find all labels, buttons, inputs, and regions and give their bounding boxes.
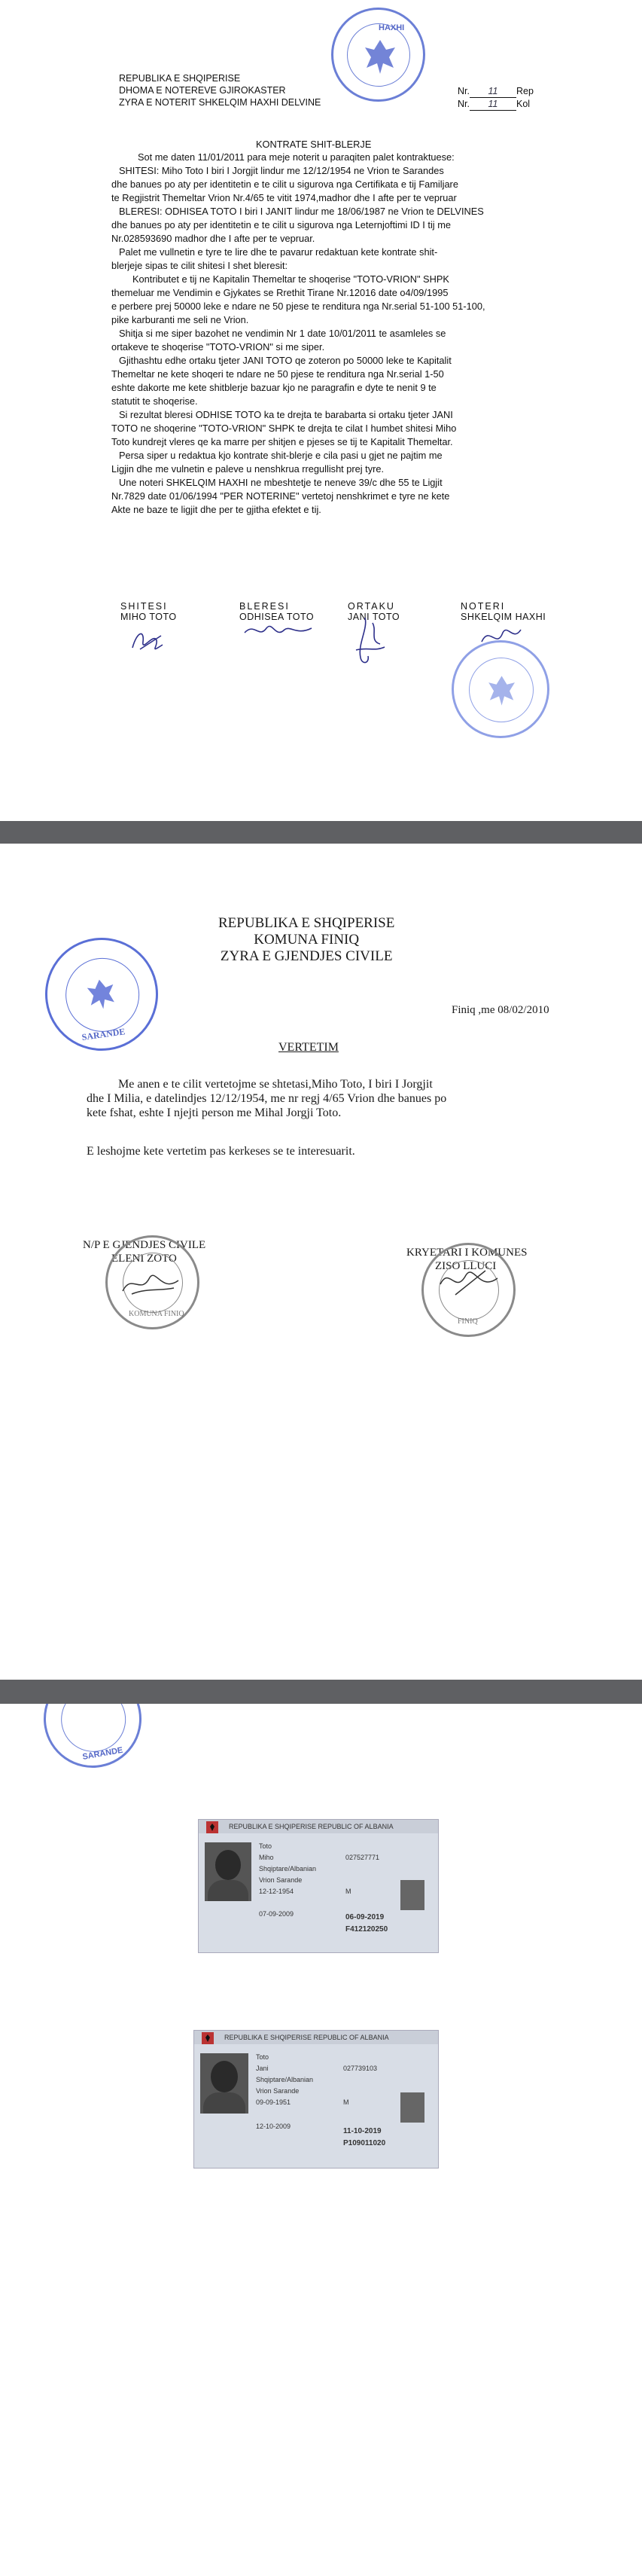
body-line: Kontributet e tij ne Kapitalin Themeltar te shoqerise "TOTO-VRION" SHPK (132, 273, 449, 285)
certificate-header (218, 915, 394, 965)
seller-signature-block (120, 601, 177, 622)
card-nationality: Shqiptare/Albanian (256, 2076, 314, 2083)
body-line: Shitja si me siper bazohet ne vendimin Nr 1 date 10/01/2011 te asamleles se (119, 328, 446, 339)
body-line: Palet me vullnetin e tyre te lire dhe te pavarur redaktuan kete kontrate shit- (119, 246, 438, 258)
body-line: Toto kundrejt vleres qe ka marre per shitjen e pjeses se tij te Kapitalit Themeltar. (111, 436, 453, 447)
body-line: dhe banues po aty per identitetin e te cilit u sigurova nga Certifikata e tij Familjare (111, 179, 458, 190)
header-line-2: KOMUNA FINIQ (254, 932, 360, 948)
card-surname: Toto (256, 2053, 269, 2061)
card-birth: 12-12-1954 (259, 1888, 294, 1895)
body-line: Gjithashtu edhe ortaku tjeter JANI TOTO qe zoteron po 50000 leke te Kapitalit (119, 355, 452, 366)
body-line: kete fshat, eshte I njejti person me Mihal Jorgji Toto. (87, 1106, 342, 1119)
card-birth: 09-09-1951 (256, 2098, 291, 2106)
body-line: Sot me daten 11/01/2011 para meje noterit u paraqiten palet kontraktuese: (138, 151, 455, 163)
card-sex: M (343, 2098, 349, 2106)
registry-stamp (36, 1704, 150, 1775)
partner-signature-mark (350, 614, 391, 670)
buyer-signature-mark (241, 619, 316, 642)
right-stamp-text: FINIQ (458, 1317, 478, 1326)
right-sig-title: KRYETARI I KOMUNES (406, 1247, 528, 1259)
partner-role: ORTAKU (348, 601, 395, 612)
seller-name: MIHO TOTO (120, 612, 177, 622)
card-given: Miho (259, 1854, 274, 1861)
card-issued: 12-10-2009 (256, 2123, 291, 2130)
header-line-3: ZYRA E NOTERIT SHKELQIM HAXHI DELVINE (119, 97, 321, 108)
body-line: blerjeje sipas te cilit shitesi I shet bleresit: (111, 260, 288, 271)
header-line-1: REPUBLIKA E SHQIPERISE (218, 915, 395, 931)
card-given: Jani (256, 2065, 269, 2072)
body-line: eshte dakorte me kete shitblerje bazuar kjo ne paragrafin e dyte te nenit 9 te (111, 382, 437, 393)
body-line: te Regjistrit Themeltar Vrion Nr.4/65 te vitit 1974,madhor dhe I afte per te vepruar (111, 192, 457, 203)
card-band: REPUBLIKA E SHQIPERISE REPUBLIC OF ALBANIA (224, 2034, 389, 2041)
card-code: P109011020 (343, 2139, 386, 2147)
header-line-1: REPUBLIKA E SHQIPERISE (119, 73, 241, 84)
partner-name: JANI TOTO (348, 612, 400, 622)
card-nationality: Shqiptare/Albanian (259, 1865, 317, 1872)
id-photo (200, 2053, 248, 2114)
contract-body (111, 151, 485, 517)
card-number: 027739103 (343, 2065, 378, 2072)
header-line-2: DHOMA E NOTEREVE GJIROKASTER (119, 85, 286, 96)
body-line: pike karburanti me seli ne Vrion. (111, 314, 249, 325)
nr-kol-label: Nr. (458, 99, 470, 109)
body-line: dhe banues po aty per identitetin e te cilit u sigurova nga Leternjoftimi ID I tij me (111, 219, 451, 230)
body-line: Me anen e te cilit vertetojme se shtetasi,Miho Toto, I biri I Jorgjit (118, 1078, 433, 1091)
body-line: BLERESI: ODHISEA TOTO I biri I JANIT lindur me 18/06/1987 ne Vrion te DELVINES (119, 206, 484, 217)
body-line: SHITESI: Miho Toto I biri I Jorgjit lindur me 12/12/1954 ne Vrion te Sarandes (119, 165, 444, 176)
id-copies-page (0, 1704, 642, 2576)
buyer-name: ODHISEA TOTO (239, 612, 315, 622)
certificate-body (87, 1077, 446, 1120)
flag-icon (202, 2032, 214, 2044)
nr-rep-value: 11 (470, 85, 516, 98)
certificate-title: VERTETIM (278, 1041, 339, 1054)
id-photo-small (400, 1880, 424, 1910)
card-surname: Toto (259, 1842, 272, 1850)
registry-stamp-text: SARANDE (81, 1745, 124, 1762)
notary-stamp-top (331, 8, 425, 102)
card-expiry: 06-09-2019 (345, 1913, 385, 1921)
rep-suffix: Rep (516, 86, 534, 96)
kol-suffix: Kol (516, 99, 531, 109)
body-line: ortakeve te shoqerise "TOTO-VRION" si me siper. (111, 341, 325, 353)
body-line: Persa siper u redaktua kjo kontrate shit-blerje e cila pasi u gjet ne pajtim me (119, 450, 443, 461)
civil-registry-signature-mark (117, 1265, 184, 1303)
card-expiry: 11-10-2019 (343, 2127, 382, 2135)
left-stamp-text: KOMUNA FINIQ (129, 1310, 184, 1318)
id-photo (205, 1842, 251, 1901)
body-line: Nr.028593690 madhor dhe I afte per te vepruar. (111, 233, 315, 244)
card-issued: 07-09-2009 (259, 1910, 294, 1918)
registry-stamp (38, 930, 165, 1058)
body-line: Une noteri SHKELQIM HAXHI ne mbeshtetje te neneve 39/c dhe 55 te Ligjit (119, 477, 443, 488)
notary-stamp-bottom (452, 640, 549, 738)
body-line: Si rezultat bleresi ODHISE TOTO ka te drejta te barabarta si ortaku tjeter JANI (119, 409, 453, 420)
registry-stamp-text: SARANDE (81, 1026, 126, 1043)
header-line-3: ZYRA E GJENDJES CIVILE (220, 948, 393, 964)
buyer-role: BLERESI (239, 601, 290, 612)
contract-title: KONTRATE SHIT-BLERJE (256, 139, 372, 150)
left-sig-name: ELENI ZOTO (111, 1253, 177, 1265)
seller-role: SHITESI (120, 601, 168, 612)
seller-signature-mark (126, 625, 172, 659)
notary-name: SHKELQIM HAXHI (461, 612, 546, 622)
card-birthplace: Vrion Sarande (256, 2087, 300, 2095)
nr-rep-label: Nr. (458, 86, 470, 96)
contract-page (0, 0, 642, 821)
eagle-emblem-icon (84, 974, 119, 1014)
id-photo-small (400, 2092, 424, 2123)
body-line: Themeltar ne kete shoqeri te ndare ne 50 pjese te renditura nga Nr.serial 1-50 (111, 368, 444, 380)
certificate-closing: E leshojme kete vertetim pas kerkeses se te interesuarit. (87, 1145, 355, 1158)
body-line: Nr.7829 date 01/06/1994 "PER NOTERINE" vertetoj nenshkrimet e tyre ne kete (111, 490, 450, 502)
flag-icon (206, 1821, 218, 1833)
notary-header (119, 72, 321, 108)
body-line: TOTO ne shoqerine "TOTO-VRION" SHPK te drejta te cilat I humbet shitesi Miho (111, 423, 457, 434)
card-number: 027527771 (345, 1854, 380, 1861)
certificate-page (0, 844, 642, 1680)
id-card-seller (198, 1819, 439, 1953)
left-sig-title: N/P E GJENDJES CIVILE (83, 1239, 206, 1251)
eagle-emblem-icon (364, 36, 397, 78)
register-numbers (458, 85, 534, 111)
body-line: Ligjin dhe me vulnetin e paleve u nenshkrua rregullisht prej tyre. (111, 463, 385, 475)
body-line: statutit te shoqerise. (111, 395, 198, 407)
nr-kol-value: 11 (470, 98, 516, 111)
certificate-date: Finiq ,me 08/02/2010 (452, 1004, 549, 1016)
card-sex: M (345, 1888, 351, 1895)
card-code: F412120250 (345, 1925, 388, 1934)
eagle-emblem-icon (487, 673, 517, 709)
body-line: themeluar me Vendimin e Gjykates se Rrethit Tirane Nr.12016 date o4/09/1995 (111, 287, 449, 298)
notary-role: NOTERI (461, 601, 506, 612)
card-band: REPUBLIKA E SHQIPERISE REPUBLIC OF ALBANIA (229, 1823, 394, 1830)
id-card-partner (193, 2030, 439, 2169)
body-line: e perbere prej 50000 leke e ndare ne 50 pjese te renditura nga Nr.serial 51-100 51-100, (111, 301, 485, 312)
body-line: Akte ne baze te ligjit dhe per te gjitha efektet e tij. (111, 504, 321, 515)
right-sig-name: ZISO LLUCI (435, 1260, 497, 1272)
body-line: dhe I Milia, e datelindjes 12/12/1954, me nr regj 4/65 Vrion dhe banues po (87, 1092, 447, 1105)
mayor-signature-mark (433, 1262, 504, 1303)
stamp-top-text: HAXHI (379, 23, 405, 32)
card-birthplace: Vrion Sarande (259, 1876, 303, 1884)
